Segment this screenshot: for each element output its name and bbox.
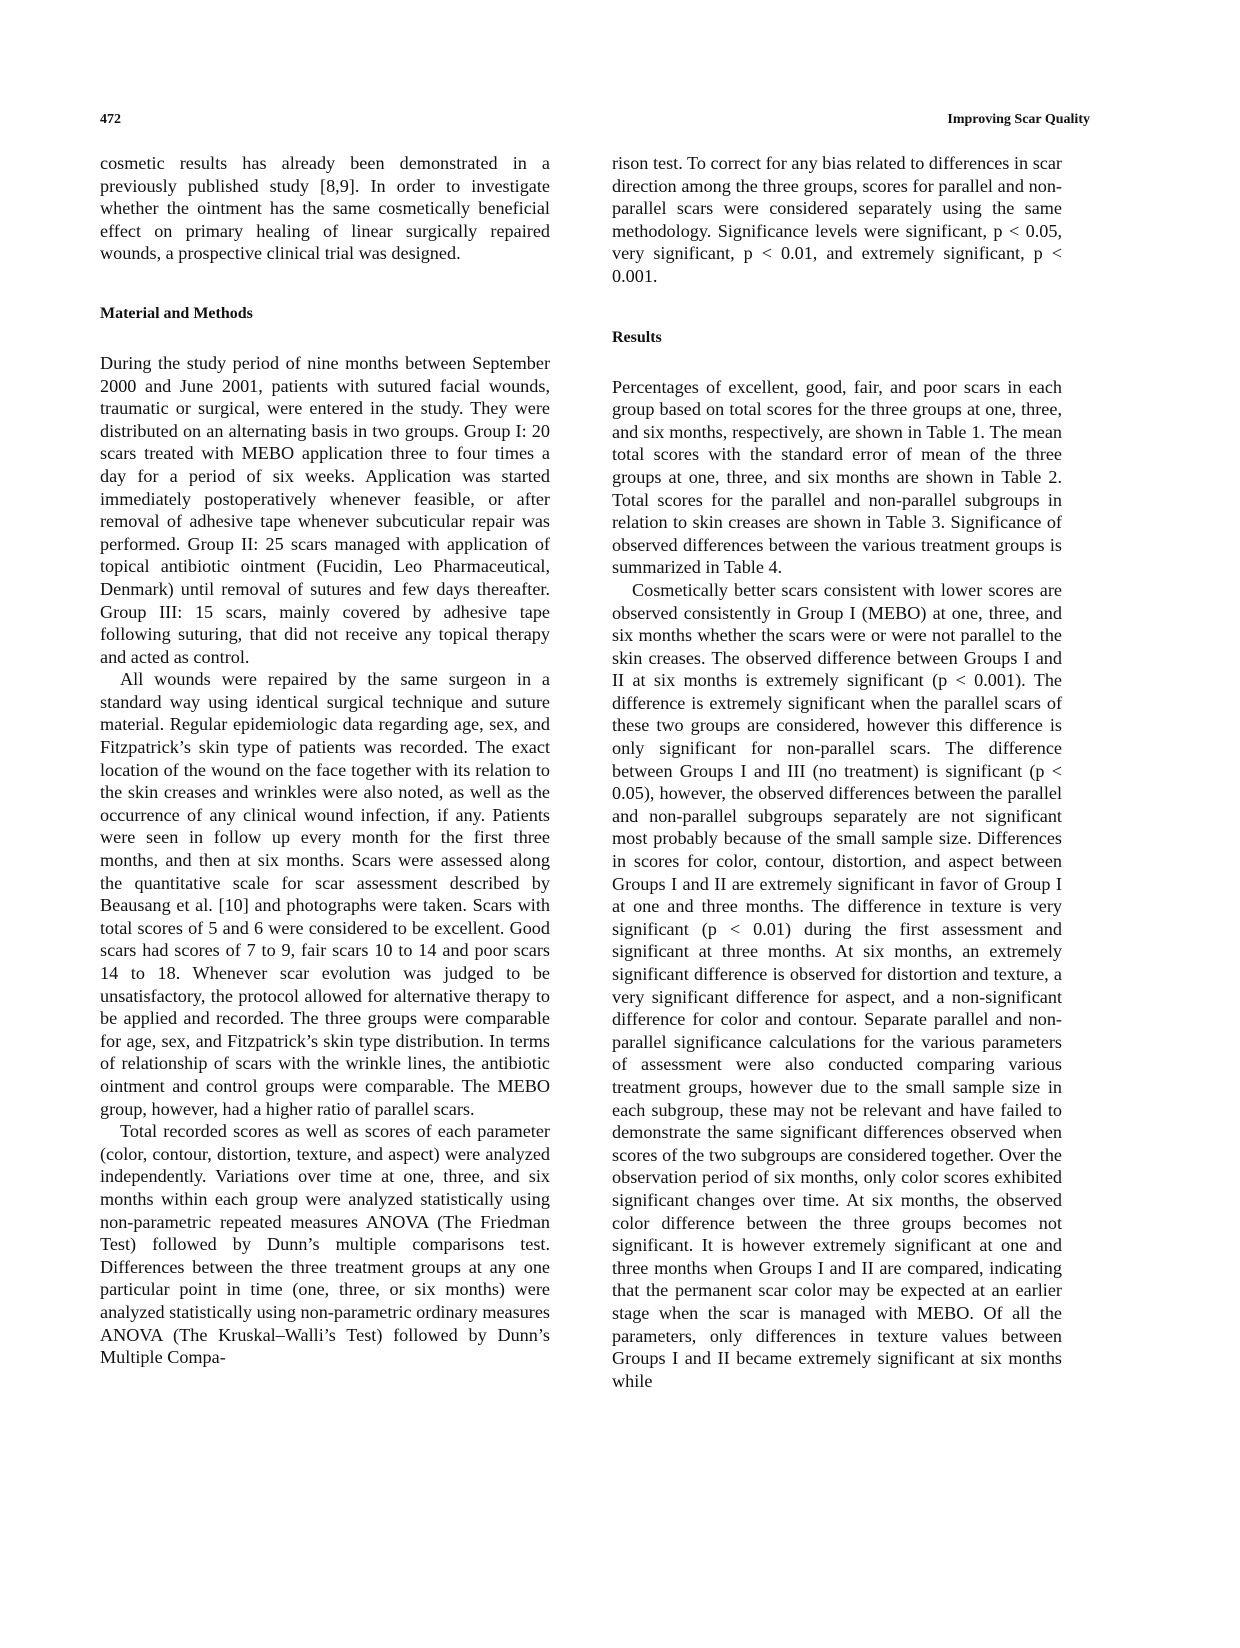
page-number: 472 — [100, 112, 121, 127]
right-column — [612, 152, 1062, 1392]
section-heading-methods: Material and Methods — [100, 304, 253, 322]
results-paragraph-1: Percentages of excellent, good, fair, and poor scars in each group based on total scores for the three groups at one, three, and six months, respectively, are shown in Table 1. The mean total scores with the standard error of mean of the three groups at one, three, and six months are shown in Table 2. Total scores for the parallel and non-parallel subgroups in relation to skin creases are shown in Table 3. Significance of observed differences between the various treatment groups is summarized in Table 4. — [612, 376, 1062, 578]
running-title: Improving Scar Quality — [947, 112, 1090, 127]
left-column — [100, 152, 550, 1369]
methods-paragraph-2: All wounds were repaired by the same surgeon in a standard way using identical surgical technique and suture material. Regular epidemiologic data regarding age, sex, and Fitzpatrick’s skin type of patients was recorded. The exact location of the wound on the face together with its relation to the skin creases and wrinkles were also noted, as well as the occurrence of any clinical wound infection, if any. Patients were seen in follow up every month for the first three months, and then at six months. Scars were assessed along the quantitative scale for scar assessment described by Beausang et al. [10] and photographs were taken. Scars with total scores of 5 and 6 were considered to be excellent. Good scars had scores of 7 to 9, fair scars 10 to 14 and poor scars 14 to 18. Whenever scar evolution was judged to be unsatisfactory, the protocol allowed for alternative therapy to be applied and recorded. The three groups were comparable for age, sex, and Fitzpatrick’s skin type distribution. In terms of relationship of scars with the wrinkle lines, the antibiotic ointment and control groups were comparable. The MEBO group, however, had a higher ratio of parallel scars. — [100, 669, 550, 1119]
methods-paragraph-3: Total recorded scores as well as scores of each parameter (color, contour, distortion, texture, and aspect) were analyzed independently. Variations over time at one, three, and six months within each group were analyzed statistically using non-parametric repeated measures ANOVA (The Friedman Test) followed by Dunn’s multiple comparisons test. Differences between the three treatment groups at any one particular point in time (one, three, or six months) were analyzed statistically using non-parametric ordinary measures ANOVA (The Kruskal–Walli’s Test) followed by Dunn’s Multiple Compa- — [100, 1121, 550, 1368]
continued-paragraph: rison test. To correct for any bias related to differences in scar direction among the three groups, scores for parallel and non-parallel scars were considered separately using the same methodology. Significance levels were significant, p < 0.05, very significant, p < 0.01, and extremely significant, p < 0.001. — [612, 153, 1062, 286]
intro-paragraph: cosmetic results has already been demonstrated in a previously published study [8,9]. In order to investigate whether the ointment has the same cosmetically beneficial effect on primary healing of linear surgically repaired wounds, a prospective clinical trial was designed. — [100, 153, 550, 264]
methods-paragraph-1: During the study period of nine months between September 2000 and June 2001, patients with sutured facial wounds, traumatic or surgical, were entered in the study. They were distributed on an alternating basis in two groups. Group I: 20 scars treated with MEBO application three to four times a day for a period of six weeks. Application was started immediately postoperatively whenever feasible, or after removal of adhesive tape whenever subcuticular repair was performed. Group II: 25 scars managed with application of topical antibiotic ointment (Fucidin, Leo Pharmaceutical, Denmark) until removal of sutures and few days thereafter. Group III: 15 scars, mainly covered by adhesive tape following suturing, that did not receive any topical therapy and acted as control. — [100, 352, 550, 667]
section-heading-results: Results — [612, 328, 662, 346]
results-paragraph-2: Cosmetically better scars consistent with lower scores are observed consistently in Group I (MEBO) at one, three, and six months whether the scars were or were not parallel to the skin creases. The observed difference between Groups I and II at six months is extremely significant (p < 0.001). The difference is extremely significant when the parallel scars of these two groups are considered, however this difference is only significant for non-parallel scars. The difference between Groups I and III (no treatment) is significant (p < 0.05), however, the observed differences between the parallel and non-parallel subgroups separately are not significant most probably because of the small sample size. Differences in scores for color, contour, distortion, and aspect between Groups I and II are extremely significant in favor of Group I at one and three months. The difference in texture is very significant (p < 0.01) during the first assessment and significant at three months. At six months, an extremely significant difference is observed for distortion and texture, a very significant difference for aspect, and a non-significant difference for color and contour. Separate parallel and non-parallel significance calculations for the various parameters of assessment were also conducted comparing various treatment groups, however due to the small sample size in each subgroup, these may not be relevant and have failed to demonstrate the same significant differences observed when scores of the two subgroups are considered together. Over the observation period of six months, only color scores exhibited significant changes over time. At six months, the observed color difference between the three groups becomes not significant. It is however extremely significant at one and three months when Groups I and II are compared, indicating that the permanent scar color may be expected at an earlier stage when the scar is managed with MEBO. Of all the parameters, only differences in texture values between Groups I and II became extremely significant at six months while — [612, 579, 1062, 1391]
running-header — [100, 108, 1090, 132]
